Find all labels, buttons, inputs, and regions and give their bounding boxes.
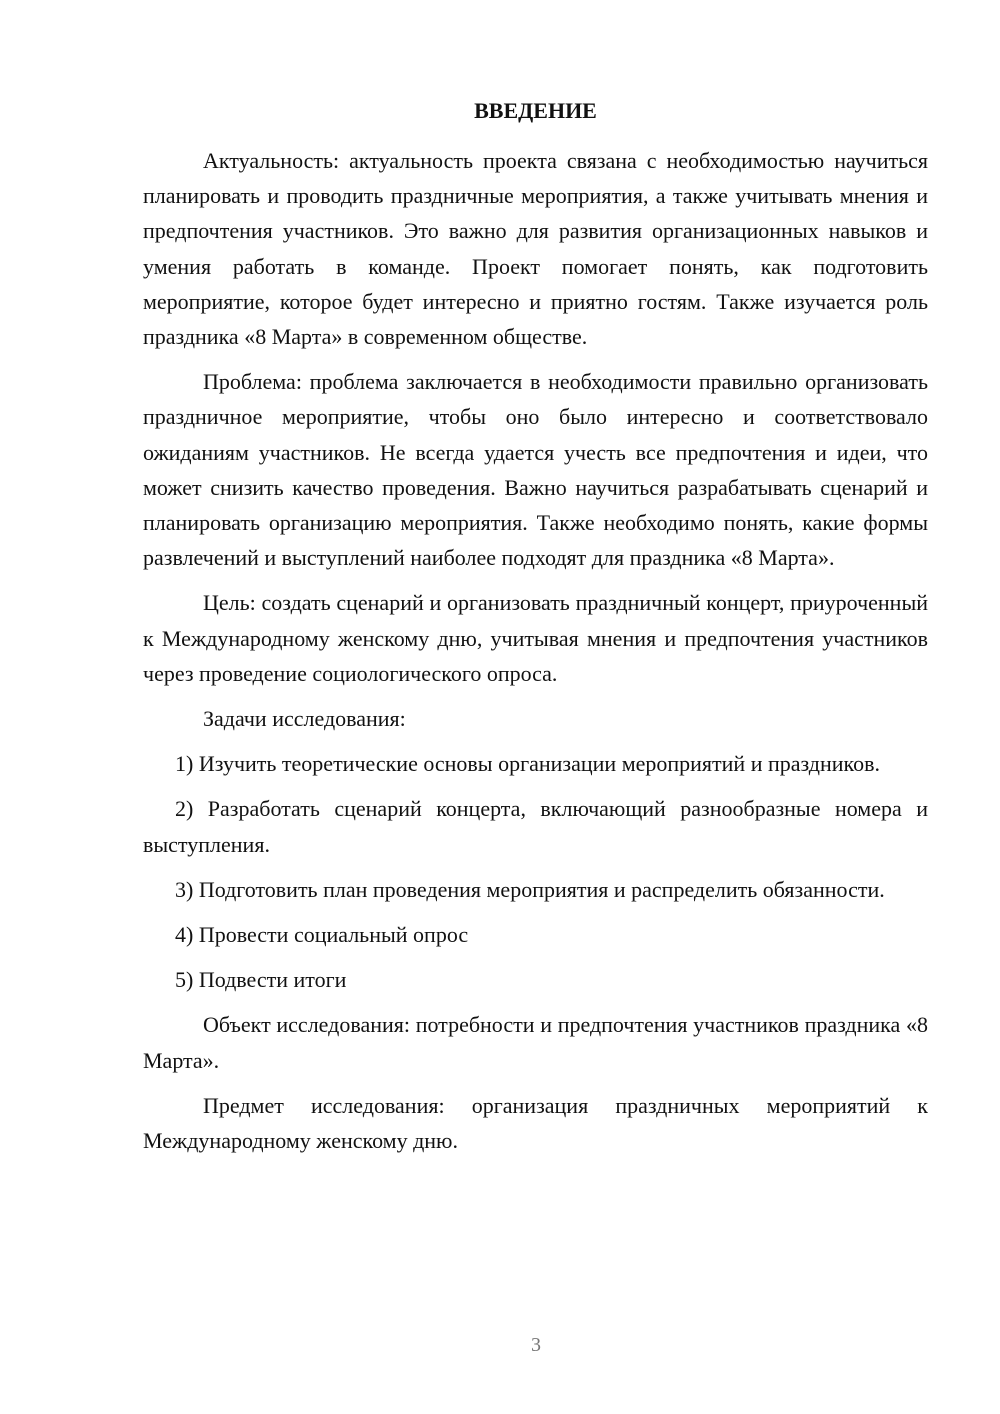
tasks-list [143,746,928,997]
document-page [143,95,928,1168]
object-paragraph: Объект исследования: потребности и предпочтения участников праздника «8 Марта». [143,1012,928,1073]
task-item: 4) Провести социальный опрос [175,922,469,948]
relevance-paragraph: Актуальность: актуальность проекта связана с необходимостью научиться планировать и проводить праздничные мероприятия, а также учитывать мнения и предпочтения участников. Это важно для развития организационных навыков и умения работать в команде. Проект помогает понять, как подготовить мероприятие, которое будет интересно и приятно гостям. Также изучается роль праздника «8 Марта» в современном обществе. [143,148,928,350]
problem-paragraph: Проблема: проблема заключается в необходимости правильно организовать праздничное мероприятие, чтобы оно было интересно и соответствовало ожиданиям участников. Не всегда удается учесть все предпочтения и идеи, что может снизить качество проведения. Важно научиться разрабатывать сценарий и планировать организацию мероприятия. Также необходимо понять, какие формы развлечений и выступлений наиболее подходят для праздника «8 Марта». [143,369,928,571]
task-item: 2) Разработать сценарий концерта, включающий разнообразные номера и выступления. [143,796,928,857]
subject-paragraph: Предмет исследования: организация праздничных мероприятий к Международному женскому дню. [143,1092,928,1154]
task-item: 3) Подготовить план проведения мероприятия и распределить обязанности. [175,876,885,902]
page-number: 3 [531,1334,541,1356]
goal-paragraph: Цель: создать сценарий и организовать праздничный концерт, приуроченный к Международному женскому дню, учитывая мнения и предпочтения участников через проведение социологического опроса. [143,590,928,686]
page-title: ВВЕДЕНИЕ [474,98,597,123]
tasks-heading: Задачи исследования: [203,706,406,732]
task-item: 1) Изучить теоретические основы организации мероприятий и праздников. [175,751,881,777]
task-item: 5) Подвести итоги [175,967,347,993]
